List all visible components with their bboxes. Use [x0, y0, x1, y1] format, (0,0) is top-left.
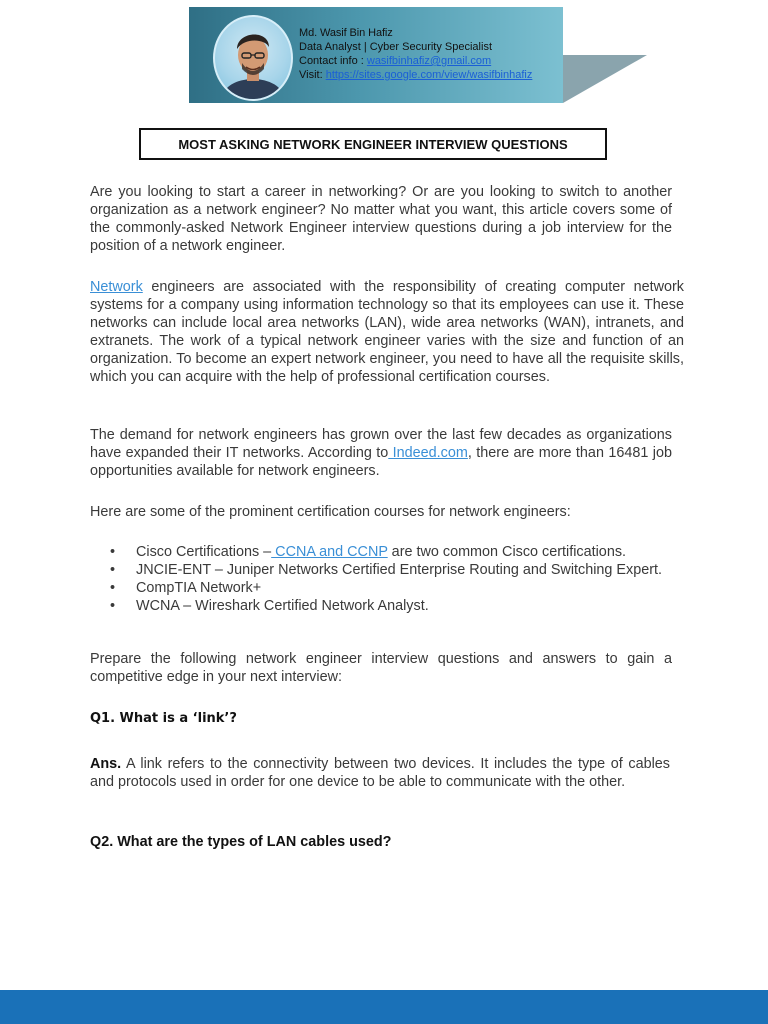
person-photo-icon	[215, 17, 291, 99]
prepare-paragraph: Prepare the following network engineer interview questions and answers to gain a competitive edge in your next interview:	[90, 651, 672, 685]
author-role: Data Analyst | Cyber Security Specialist	[299, 41, 492, 53]
website-link[interactable]: https://sites.google.com/view/wasifbinhafiz	[325, 69, 533, 81]
question-1: Q1. What is a ‘link’?	[90, 711, 237, 726]
bullet-glyph: •	[110, 580, 116, 596]
demand-text-after: , there are more than 16481 job opportunities available for network engineers.	[90, 445, 673, 479]
list-item-text: Cisco Certifications –	[136, 544, 272, 560]
network-link[interactable]: Network	[90, 279, 143, 295]
demand-paragraph	[90, 426, 672, 480]
certification-list	[90, 543, 684, 615]
answer-1	[90, 755, 670, 791]
footer-bar	[0, 990, 768, 1024]
intro-paragraph: Are you looking to start a career in networking? Or are you looking to switch to another organization as a network engineer? No matter what you want, this article covers some of the commonly-asked Network Engineer interview questions during a job interview for the position of a network engineer.	[90, 184, 672, 254]
contact-line	[299, 54, 532, 68]
visit-line	[299, 68, 532, 82]
answer-label: Ans.	[90, 756, 122, 772]
list-item-text: JNCIE-ENT – Juniper Networks Certified Enterprise Routing and Switching Expert.	[136, 562, 663, 578]
bullet-glyph: •	[110, 544, 116, 560]
indeed-link[interactable]: Indeed.com	[388, 445, 468, 461]
email-link[interactable]: wasifbinhafiz@gmail.com	[366, 55, 492, 67]
author-name: Md. Wasif Bin Hafiz	[299, 27, 393, 39]
list-item	[90, 543, 684, 561]
header-banner	[189, 7, 563, 103]
answer-text: A link refers to the connectivity between two devices. It includes the type of cables and protocols used in order for one device to be able to communicate with the other.	[90, 756, 670, 790]
demand-text-before: The demand for network engineers has grown over the last few decades as organizations have expanded their IT networks. According to	[90, 427, 672, 461]
bullet-glyph: •	[110, 562, 116, 578]
list-item-text: CompTIA Network+	[136, 580, 262, 596]
question-2: Q2. What are the types of LAN cables used?	[90, 834, 392, 850]
courses-intro: Here are some of the prominent certification courses for network engineers:	[90, 504, 571, 520]
network-paragraph	[90, 278, 684, 386]
list-item-text: are two common Cisco certifications.	[387, 544, 627, 560]
list-item	[90, 561, 684, 579]
bullet-glyph: •	[110, 598, 116, 614]
profile-avatar	[213, 15, 293, 101]
list-item	[90, 597, 684, 615]
visit-label: Visit:	[299, 69, 326, 81]
list-item-text: WCNA – Wireshark Certified Network Analyst.	[136, 598, 429, 614]
ccna-ccnp-link[interactable]: CCNA and CCNP	[271, 544, 388, 560]
list-item	[90, 579, 684, 597]
header-contact-block	[299, 26, 532, 82]
network-paragraph-text: engineers are associated with the responsibility of creating computer network systems for a company using information technology so that its employees can use it. These networks can include local area networks (LAN), wide area networks (WAN), intranets, and extranets. The work of a typical network engineer varies with the size and function of an organization. To become an expert network engineer, you need to have all the requisite skills, which you can acquire with the help of professional certification courses.	[90, 279, 684, 385]
decorative-wedge	[563, 55, 647, 103]
page-title: MOST ASKING NETWORK ENGINEER INTERVIEW QUESTIONS	[139, 128, 607, 160]
contact-label: Contact info :	[299, 55, 367, 67]
